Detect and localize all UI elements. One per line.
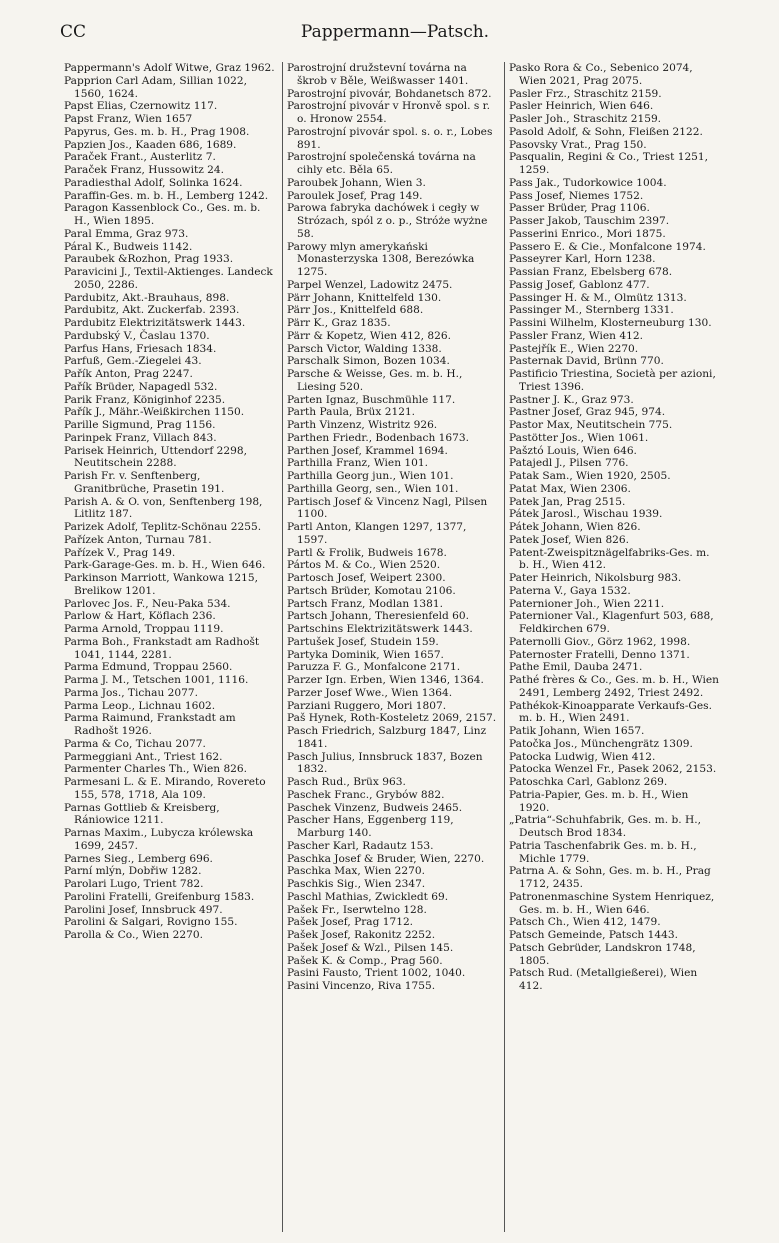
directory-entry: Parma Raimund, Frankstadt am Radhošt 1926. [64,712,236,737]
directory-entry: Parní mlýn, Dobřiw 1282. [64,865,202,878]
directory-entry: Passler Franz, Wien 412. [509,329,643,342]
directory-entry: Pašek Josef & Wzl., Pilsen 145. [287,941,454,954]
directory-entry: Parostrojní pivovár v Hronvě spol. s r. o. Hronow 2554. [287,100,490,125]
directory-entry: Patsch Gemeinde, Patsch 1443. [509,929,678,941]
directory-entry: Pärr & Kopetz, Wien 412, 826. [287,329,451,342]
directory-entry: Partsch Brüder, Komotau 2106. [287,584,456,597]
directory-entry: Passer Brüder, Prag 1106. [509,202,650,215]
directory-entry: Parth Paula, Brüx 2121. [287,406,416,419]
directory-entry: Partosch Josef, Weipert 2300. [287,572,446,584]
directory-entry: Pathékok-Kinoapparate Verkaufs-Ges. m. b. H., Wien 2491. [509,699,712,725]
directory-entry: Pastor Max, Neutitschein 775. [509,419,673,431]
directory-entry: Paradiesthal Adolf, Solinka 1624. [64,176,243,189]
directory-entry: Pašek Josef, Prag 1712. [287,916,414,929]
directory-entry: Patocka Wenzel Fr., Pasek 2062, 2153. [509,763,717,776]
page-header [60,22,730,48]
directory-entry: Parowy mlyn amerykański Monasterzyska 1308, Berezówka 1275. [287,240,475,278]
directory-entry: Patajedl J., Pilsen 776. [509,457,629,470]
directory-entry: Parkinson Marriott, Wankowa 1215, Brelikow 1201. [64,572,258,597]
directory-entry: Pardubitz Elektrizitätswerk 1443. [64,317,246,329]
directory-entry: Pařízek Anton, Turnau 781. [64,533,212,546]
directory-entry: Paraffin-Ges. m. b. H., Lemberg 1242. [64,189,269,202]
directory-entry: Partschins Elektrizitätswerk 1443. [287,623,473,635]
directory-entry: Parowa fabryka dachówek i cegły w Strózach, spól z o. p., Stróże wyżne 58. [287,202,488,240]
directory-entry: Patoschka Carl, Gablonz 269. [509,776,668,788]
directory-entry: Parlow & Hart, Köflach 236. [64,610,216,623]
directory-entry: Parma & Co, Tichau 2077. [64,737,206,750]
directory-entry: Pardubitz, Akt. Zuckerfab. 2393. [64,304,240,317]
directory-entry: Papprion Carl Adam, Sillian 1022, 1560, 1624. [64,74,247,100]
directory-entry: Patsch Rud. (Metallgießerei), Wien 412. [509,967,698,992]
directory-entry: Pašek K. & Comp., Prag 560. [287,954,443,967]
directory-entry: Paternoster Fratelli, Denno 1371. [509,648,690,661]
directory-entry: Parolari Lugo, Trient 782. [64,878,204,890]
directory-entry: „Patria“-Schuhfabrik, Ges. m. b. H., Deutsch Brod 1834. [509,814,701,839]
directory-entry: Patsch Gebrüder, Landskron 1748, 1805. [509,941,696,967]
directory-entry: Pasold Adolf, & Sohn, Fleißen 2122. [509,125,703,138]
directory-entry: Patak Sam., Wien 1920, 2505. [509,470,671,482]
directory-entry: Patria Taschenfabrik Ges. m. b. H., Michle 1779. [509,839,697,865]
directory-entry: Parschalk Simon, Bozen 1034. [287,355,450,368]
directory-entry: Parizek Adolf, Teplitz-Schönau 2255. [64,521,262,533]
directory-entry: Paterna V., Gaya 1532. [509,584,631,597]
directory-entry: Passeyrer Karl, Horn 1238. [509,253,656,266]
directory-entry: Parma Jos., Tichau 2077. [64,686,198,699]
directory-entry: Paraček Frant., Austerlitz 7. [64,151,216,164]
directory-entry: Pasko Rora & Co., Sebenico 2074, Wien 2021, Prag 2075. [509,62,693,87]
directory-entry: Parthilla Georg, sen., Wien 101. [287,482,459,495]
directory-entry: Parthilla Georg jun., Wien 101. [287,470,454,482]
directory-entry: Parziani Ruggero, Mori 1807. [287,699,447,712]
directory-entry: Partsch Franz, Modlan 1381. [287,597,443,610]
directory-entry: Pařík Anton, Prag 2247. [64,368,193,380]
directory-entry: Parma J. M., Tetschen 1001, 1116. [64,674,249,686]
directory-entry: Patronenmaschine System Henriquez, Ges. m. b. H., Wien 646. [509,890,715,916]
directory-entry: Passero E. & Cie., Monfalcone 1974. [509,240,706,253]
directory-entry: Partisch Josef & Vincenz Nagl, Pilsen 1100. [287,495,488,521]
directory-entry: Patek Jan, Prag 2515. [509,495,626,508]
directory-entry: Paschka Max, Wien 2270. [287,865,426,878]
directory-entry: Pasch Julius, Innsbruck 1837, Bozen 1832. [287,750,483,776]
directory-columns [60,62,730,1232]
directory-entry: Parish A. & O. von, Senftenberg 198, Litlitz 187. [64,495,263,521]
directory-entry: Pastificio Triestina, Società per azioni, Triest 1396. [509,368,716,393]
directory-entry: Parma Boh., Frankstadt am Radhošt 1041, 1144, 2281. [64,635,260,661]
directory-entry: Papst Elias, Czernowitz 117. [64,100,218,113]
directory-entry: Paschl Mathias, Zwickledt 69. [287,890,449,903]
directory-entry: Paraček Franz, Hussowitz 24. [64,164,225,176]
directory-entry: Pasini Fausto, Trient 1002, 1040. [287,967,466,980]
directory-entry: Pass Josef, Niemes 1752. [509,189,644,202]
directory-entry: Patik Johann, Wien 1657. [509,725,645,737]
directory-entry: Páral K., Budweis 1142. [64,240,193,253]
directory-entry: Parth Vinzenz, Wistritz 926. [287,419,438,431]
directory-entry: Patočka Jos., Münchengrätz 1309. [509,737,693,750]
directory-entry: Papst Franz, Wien 1657 [64,113,193,125]
directory-entry: Parostrojní pivovár, Bohdanetsch 872. [287,87,492,100]
directory-entry: Pass Jak., Tudorkowice 1004. [509,176,667,189]
directory-entry: Park-Garage-Ges. m. b. H., Wien 646. [64,559,266,572]
directory-entry: Parisek Heinrich, Uttendorf 2298, Neutitschein 2288. [64,444,247,470]
directory-entry: Pappermann's Adolf Witwe, Graz 1962. [64,62,275,74]
directory-entry: Pardubitz, Akt.-Brauhaus, 898. [64,291,230,304]
directory-entry: Paschka Josef & Bruder, Wien, 2270. [287,852,485,865]
directory-entry: Pasler Frz., Straschitz 2159. [509,87,662,100]
directory-entry: Parfus Hans, Friesach 1834. [64,342,217,355]
directory-entry: Pasler Joh., Straschitz 2159. [509,113,662,125]
directory-entry: Patent-Zweispitznägelfabriks-Ges. m. b. H., Wien 412. [509,546,710,572]
directory-entry: Pasqualin, Regini & Co., Triest 1251, 1259. [509,151,709,176]
directory-entry: Paroulek Josef, Prag 149. [287,189,423,202]
directory-entry: Patocka Ludwig, Wien 412. [509,750,656,763]
directory-entry: Parik Franz, Königinhof 2235. [64,393,226,406]
directory-entry: Paroubek Johann, Wien 3. [287,176,426,189]
directory-entry: Paschkis Sig., Wien 2347. [287,878,426,890]
directory-entry: Pascher Karl, Radautz 153. [287,839,434,852]
directory-entry: Parzer Josef Wwe., Wien 1364. [287,686,453,699]
directory-entry: Paschek Franc., Grybów 882. [287,788,445,801]
directory-entry: Parolini Josef, Innsbruck 497. [64,903,223,916]
directory-entry: Pařík Brüder, Napagedl 532. [64,380,218,393]
directory-entry: Parma Edmund, Troppau 2560. [64,661,233,674]
column-left [60,62,282,1232]
directory-entry: Pasler Heinrich, Wien 646. [509,100,654,113]
directory-entry: Passini Wilhelm, Klosterneuburg 130. [509,317,712,329]
directory-entry: Parinpek Franz, Villach 843. [64,431,217,444]
directory-entry: Patek Josef, Wien 826. [509,533,630,546]
directory-entry: Parnes Sieg., Lemberg 696. [64,852,213,865]
directory-entry: Pasternak David, Brünn 770. [509,355,664,368]
directory-entry: Partsch Johann, Theresienfeld 60. [287,610,469,623]
directory-entry: Patsch Ch., Wien 412, 1479. [509,916,661,929]
directory-entry: Parille Sigmund, Prag 1156. [64,419,216,431]
directory-entry: Parten Ignaz, Buschmühle 117. [287,393,456,406]
directory-entry: Pátek Johann, Wien 826. [509,521,641,533]
directory-entry: Pašek Josef, Rakonitz 2252. [287,929,436,941]
directory-entry: Partl Anton, Klangen 1297, 1377, 1597. [287,521,467,546]
directory-entry: Pártos M. & Co., Wien 2520. [287,559,441,572]
directory-entry: Pašztó Louis, Wien 646. [509,444,637,457]
directory-entry: Paruzza F. G., Monfalcone 2171. [287,661,461,674]
directory-entry: Pasovsky Vrat., Prag 150. [509,138,647,151]
directory-entry: Pastejřík E., Wien 2270. [509,342,639,355]
directory-entry: Parpel Wenzel, Ladowitz 2475. [287,278,453,291]
directory-entry: Parolini Fratelli, Greifenburg 1583. [64,890,255,903]
directory-entry: Passer Jakob, Tauschim 2397. [509,215,670,227]
directory-entry: Paternioner Val., Klagenfurt 503, 688, Feldkirchen 679. [509,610,714,635]
directory-entry: Parsch Victor, Walding 1338. [287,342,442,355]
directory-entry: Partušek Josef, Studein 159. [287,635,439,648]
column-right [504,62,726,1232]
directory-entry: Pärr Jos., Knittelfeld 688. [287,304,424,317]
directory-entry: Parsche & Weisse, Ges. m. b. H., Liesing 520. [287,368,463,393]
directory-entry: Paravicini J., Textil-Aktienges. Landeck 2050, 2286. [64,266,273,291]
directory-entry: Passinger M., Sternberg 1331. [509,304,674,317]
directory-entry: Pařík J., Mähr.-Weißkirchen 1150. [64,406,245,419]
directory-entry: Paraubek &Rozhon, Prag 1933. [64,253,234,266]
directory-entry: Paral Emma, Graz 973. [64,227,189,240]
directory-entry: Papyrus, Ges. m. b. H., Prag 1908. [64,125,250,138]
directory-entry: Pátek Jarosl., Wischau 1939. [509,508,663,521]
directory-entry: Parostrojní družstevní továrna na škrob v Běle, Weißwasser 1401. [287,62,469,87]
directory-entry: Pardubský V., Časlau 1370. [64,329,210,342]
directory-entry: Paternioner Joh., Wien 2211. [509,597,665,610]
directory-entry: Parnas Maxim., Lubycza królewska 1699, 2457. [64,827,254,852]
directory-entry: Parfuß, Gem.-Ziegelei 43. [64,355,202,368]
directory-entry: Partl & Frolik, Budweis 1678. [287,546,447,559]
directory-entry: Parnas Gottlieb & Kreisberg, Rániowice 1211. [64,801,220,827]
directory-entry: Parmenter Charles Th., Wien 826. [64,763,248,776]
directory-entry: Parthen Josef, Krammel 1694. [287,444,448,457]
directory-entry: Pařízek V., Prag 149. [64,546,176,559]
directory-entry: Pärr K., Graz 1835. [287,317,391,329]
directory-entry: Paternolli Giov., Görz 1962, 1998. [509,635,691,648]
directory-entry: Passian Franz, Ebelsberg 678. [509,266,673,278]
directory-entry: Parma Arnold, Troppau 1119. [64,623,224,635]
directory-entry: Pastötter Jos., Wien 1061. [509,431,649,444]
directory-entry: Parostrojní pivovár spol. s. o. r., Lobes 891. [287,125,493,151]
directory-entry: Paschek Vinzenz, Budweis 2465. [287,801,463,814]
directory-entry: Parma Leop., Lichnau 1602. [64,699,216,712]
directory-entry: Pastner Josef, Graz 945, 974. [509,406,666,419]
directory-entry: Parish Fr. v. Senftenberg, Granitbrüche, Prasetin 191. [64,470,225,495]
directory-entry: Paš Hynek, Roth-Kosteletz 2069, 2157. [287,712,497,725]
column-middle [282,62,504,1232]
directory-entry: Parmesani L. & E. Mirando, Rovereto 155, 578, 1718, Ala 109. [64,776,266,801]
directory-entry: Pasch Friedrich, Salzburg 1847, Linz 1841. [287,725,487,750]
directory-entry: Papzien Jos., Kaaden 686, 1689. [64,138,237,151]
directory-entry: Parolini & Salgari, Rovigno 155. [64,916,238,929]
directory-entry: Parzer Ign. Erben, Wien 1346, 1364. [287,674,484,686]
directory-entry: Parostrojní společenská továrna na cihly etc. Běla 65. [287,151,476,176]
directory-entry: Patria-Papier, Ges. m. b. H., Wien 1920. [509,788,689,814]
directory-entry: Passerini Enrico., Mori 1875. [509,227,666,240]
directory-entry: Pastner J. K., Graz 973. [509,393,634,406]
directory-entry: Parolla & Co., Wien 2270. [64,929,203,941]
running-head: Pappermann—Patsch. [300,22,490,42]
directory-entry: Pašek Fr., Iserwtelno 128. [287,903,427,916]
directory-entry: Pater Heinrich, Nikolsburg 983. [509,572,682,584]
directory-entry: Paragon Kassenblock Co., Ges. m. b. H., Wien 1895. [64,202,261,227]
directory-entry: Pathé frères & Co., Ges. m. b. H., Wien 2491, Lemberg 2492, Triest 2492. [509,674,719,699]
directory-entry: Patrna A. & Sohn, Ges. m. b. H., Prag 1712, 2435. [509,865,711,890]
directory-entry: Patat Max, Wien 2306. [509,482,631,495]
directory-entry: Passinger H. & M., Olmütz 1313. [509,291,687,304]
directory-entry: Parthilla Franz, Wien 101. [287,457,428,470]
directory-entry: Pathe Emil, Dauba 2471. [509,661,643,674]
directory-entry: Pascher Hans, Eggenberg 119, Marburg 140. [287,814,454,839]
directory-entry: Partyka Dominik, Wien 1657. [287,648,444,661]
directory-entry: Parlovec Jos. F., Neu-Paka 534. [64,597,231,610]
directory-entry: Parthen Friedr., Bodenbach 1673. [287,431,470,444]
directory-entry: Parmeggiani Ant., Triest 162. [64,750,223,763]
page-number: CC [60,22,87,42]
directory-entry: Pärr Johann, Knittelfeld 130. [287,291,442,304]
directory-entry: Passig Josef, Gablonz 477. [509,278,650,291]
directory-entry: Pasini Vincenzo, Riva 1755. [287,980,436,992]
directory-entry: Pasch Rud., Brüx 963. [287,776,406,788]
